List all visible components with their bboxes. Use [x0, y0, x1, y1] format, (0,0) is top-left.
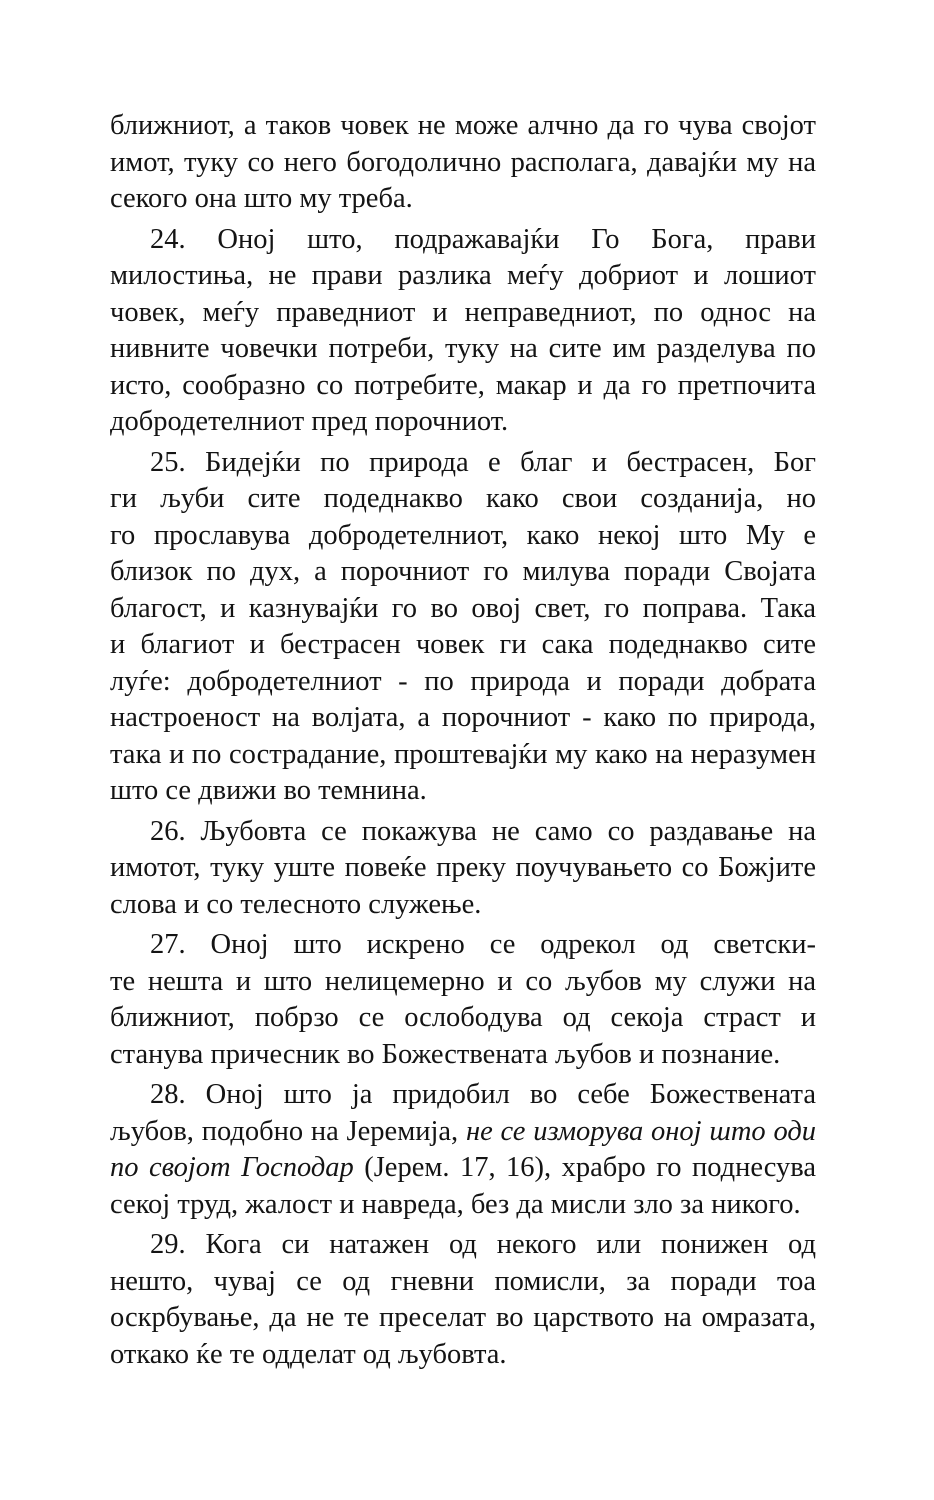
text-line [110, 773, 816, 810]
text-line [110, 1264, 816, 1301]
text-line [110, 927, 816, 964]
text-line [110, 1227, 816, 1264]
text-run: ближниот, побрзо се ослободува од секоја страст и [110, 1002, 816, 1033]
paragraph [110, 445, 816, 810]
text-run: (Јерем. 17, 16), храбро го поднесува [353, 1152, 816, 1183]
paragraph [110, 108, 816, 218]
text-run: и благиот и бестрасен човек ги сака подеднакво сите [110, 629, 816, 660]
text-run: близок по дух, а порочниот го милува поради Својата [110, 556, 816, 587]
text-run: 26. Љубовта се покажува не само со раздавање на [150, 815, 816, 847]
text-line [110, 737, 816, 774]
text-run: секој труд, жалост и навреда, без да мисли зло за никого. [110, 1188, 801, 1220]
text-run: нивните човечки потреби, туку на сите им разделува по [110, 333, 816, 364]
text-line [110, 664, 816, 701]
page-text [110, 108, 816, 1373]
text-run: слова и со телесното служење. [110, 888, 482, 920]
text-line [110, 108, 816, 145]
text-line [110, 368, 816, 405]
text-run-italic: по својот Господар [110, 1152, 354, 1183]
text-run: имотот, туку уште повеќе преку поучувањето со Божјите [110, 852, 816, 883]
text-line [110, 518, 816, 555]
text-run: милостиња, не прави разлика меѓу добриот и лошиот [110, 260, 816, 291]
text-run: луѓе: добродетелниот - по природа и поради добрата [110, 665, 816, 697]
text-line [110, 1337, 816, 1374]
text-line [110, 591, 816, 628]
text-run: благост, и казнувајќи го во овој свет, го поправа. Така [110, 592, 816, 624]
text-run: 28. Оној што ја придобил во себе Божествената [150, 1079, 816, 1110]
text-run: 25. Бидејќи по природа е благ и бестрасен, Бог [150, 446, 816, 478]
text-line [110, 404, 816, 441]
text-line [110, 181, 816, 218]
text-line [110, 1000, 816, 1037]
text-line [110, 554, 816, 591]
text-run: го прославува добродетелниот, како некој што Му е [110, 519, 816, 551]
text-run: исто, сообразно со потребите, макар и да го претпочита [110, 369, 816, 401]
text-run: имот, туку со него богодолично располага, давајќи му на [110, 146, 816, 178]
text-line [110, 1037, 816, 1074]
text-run: ближниот, а таков човек не може алчно да го чува својот [110, 110, 816, 141]
text-line [110, 295, 816, 332]
text-line [110, 1187, 816, 1224]
text-run: ги љуби сите подеднакво како свои созданија, но [110, 483, 816, 514]
text-line [110, 964, 816, 1001]
text-line [110, 1300, 816, 1337]
text-line [110, 1077, 816, 1114]
paragraph [110, 927, 816, 1073]
paragraph [110, 1077, 816, 1223]
text-run: секого она што му треба. [110, 183, 413, 214]
text-line [110, 1150, 816, 1187]
text-run: нешто, чувај се од гневни помисли, за поради тоа [110, 1265, 816, 1297]
text-line [110, 627, 816, 664]
text-run: 24. Оној што, подражавајќи Го Бога, прави [150, 223, 816, 255]
text-run: човек, меѓу праведниот и неправедниот, по однос на [110, 296, 816, 328]
text-line [110, 1114, 816, 1151]
text-run: 27. Оној што искрено се одрекол од светски- [150, 929, 816, 960]
text-line [110, 145, 816, 182]
text-run-italic: не се изморува оној што оди [465, 1115, 816, 1147]
text-run: така и по сострадание, проштевајќи му како на неразумен [110, 738, 816, 770]
text-run: 29. Кога си натажен од некого или понижен од [150, 1229, 816, 1260]
text-run: добродетелниот пред порочниот. [110, 406, 509, 437]
text-line [110, 445, 816, 482]
text-run: откако ќе те одделат од љубовта. [110, 1338, 507, 1370]
text-line [110, 258, 816, 295]
text-run: те нешта и што нелицемерно и со љубов му служи на [110, 965, 816, 997]
paragraph [110, 814, 816, 924]
text-run: љубов, подобно на Јеремија, [110, 1115, 466, 1147]
text-run: настроеност на волјата, а порочниот - како по природа, [110, 702, 816, 733]
text-line [110, 814, 816, 851]
text-run: оскрбување, да не те преселат во царството на омразата, [110, 1302, 816, 1333]
text-run: станува причесник во Божествената љубов и познание. [110, 1038, 781, 1070]
paragraph [110, 222, 816, 441]
text-line [110, 331, 816, 368]
paragraph [110, 1227, 816, 1373]
text-run: што се движи во темнина. [110, 775, 427, 806]
text-line [110, 481, 816, 518]
text-line [110, 700, 816, 737]
text-line [110, 850, 816, 887]
text-line [110, 222, 816, 259]
text-line [110, 887, 816, 924]
